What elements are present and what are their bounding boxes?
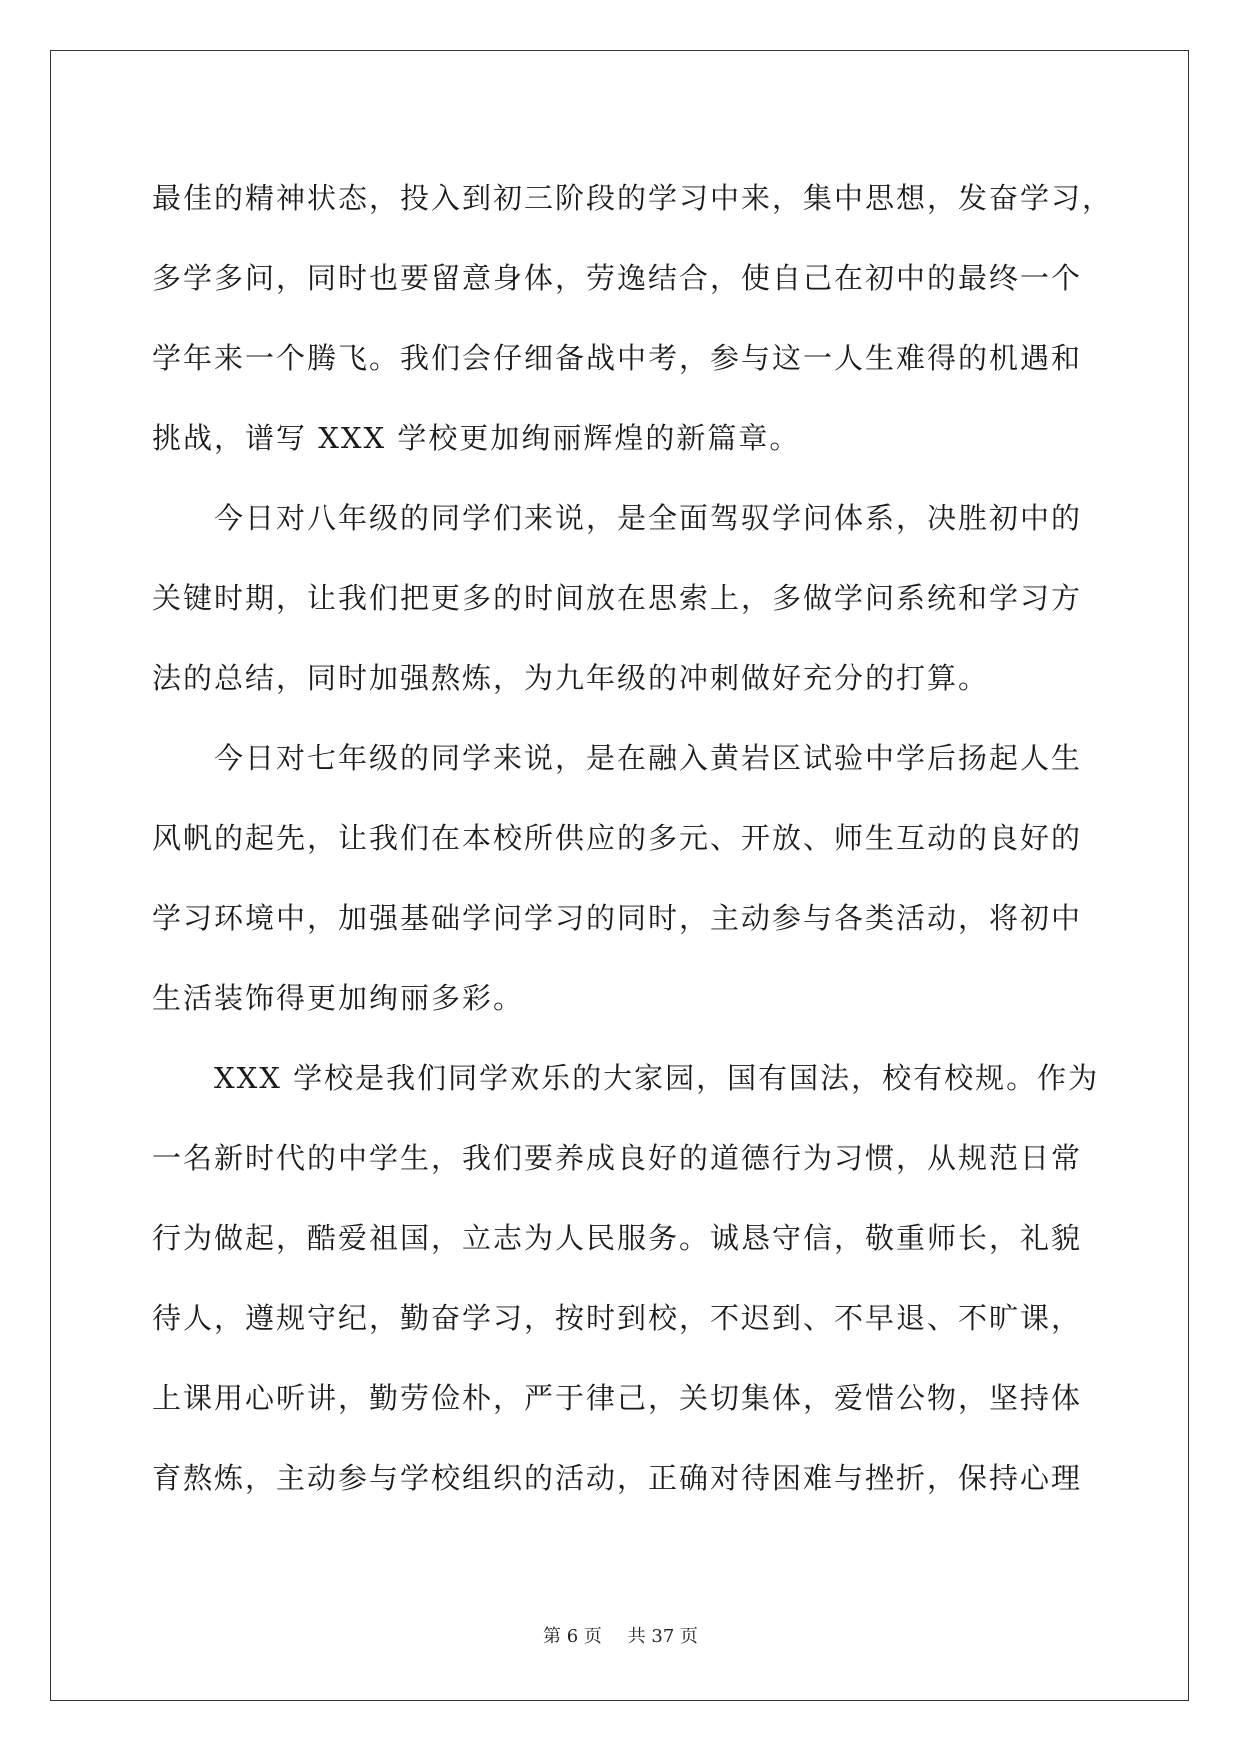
- body-line: 行为做起，酷爱祖国，立志为人民服务。诚恳守信，敬重师长，礼貌: [152, 1221, 1083, 1255]
- body-line: 关键时期，让我们把更多的时间放在思索上，多做学问系统和学习方: [152, 581, 1083, 615]
- body-line: 待人，遵规守纪，勤奋学习，按时到校，不迟到、不早退、不旷课，: [152, 1301, 1083, 1335]
- paragraph-start-line: 今日对七年级的同学来说，是在融入黄岩区试验中学后扬起人生: [214, 741, 1083, 775]
- body-line: 育熬炼，主动参与学校组织的活动，正确对待困难与挫折，保持心理: [152, 1461, 1083, 1495]
- paragraph-start-line: 今日对八年级的同学们来说，是全面驾驭学问体系，决胜初中的: [214, 501, 1083, 535]
- page-number: 第 6 页: [543, 1626, 602, 1647]
- body-line: 学年来一个腾飞。我们会仔细备战中考，参与这一人生难得的机遇和: [152, 341, 1083, 375]
- body-line: 生活装饰得更加绚丽多彩。: [152, 981, 525, 1015]
- body-line: 一名新时代的中学生，我们要养成良好的道德行为习惯，从规范日常: [152, 1141, 1083, 1175]
- body-line: 上课用心听讲，勤劳俭朴，严于律己，关切集体，爱惜公物，坚持体: [152, 1381, 1083, 1415]
- document-body: [152, 158, 1114, 1518]
- page-footer: [0, 1622, 1241, 1648]
- body-line: 多学多问，同时也要留意身体，劳逸结合，使自己在初中的最终一个: [152, 261, 1083, 295]
- body-line: 法的总结，同时加强熬炼，为九年级的冲刺做好充分的打算。: [152, 661, 990, 695]
- page-total: 共 37 页: [627, 1626, 698, 1647]
- body-line: 风帆的起先，让我们在本校所供应的多元、开放、师生互动的良好的: [152, 821, 1083, 855]
- paragraph-start-line: XXX 学校是我们同学欢乐的大家园，国有国法，校有校规。作为: [214, 1061, 1100, 1095]
- body-line: 学习环境中，加强基础学问学习的同时，主动参与各类活动，将初中: [152, 901, 1083, 935]
- body-line: 挑战，谱写 XXX 学校更加绚丽辉煌的新篇章。: [152, 421, 801, 455]
- body-line: 最佳的精神状态，投入到初三阶段的学习中来，集中思想，发奋学习，: [152, 181, 1114, 215]
